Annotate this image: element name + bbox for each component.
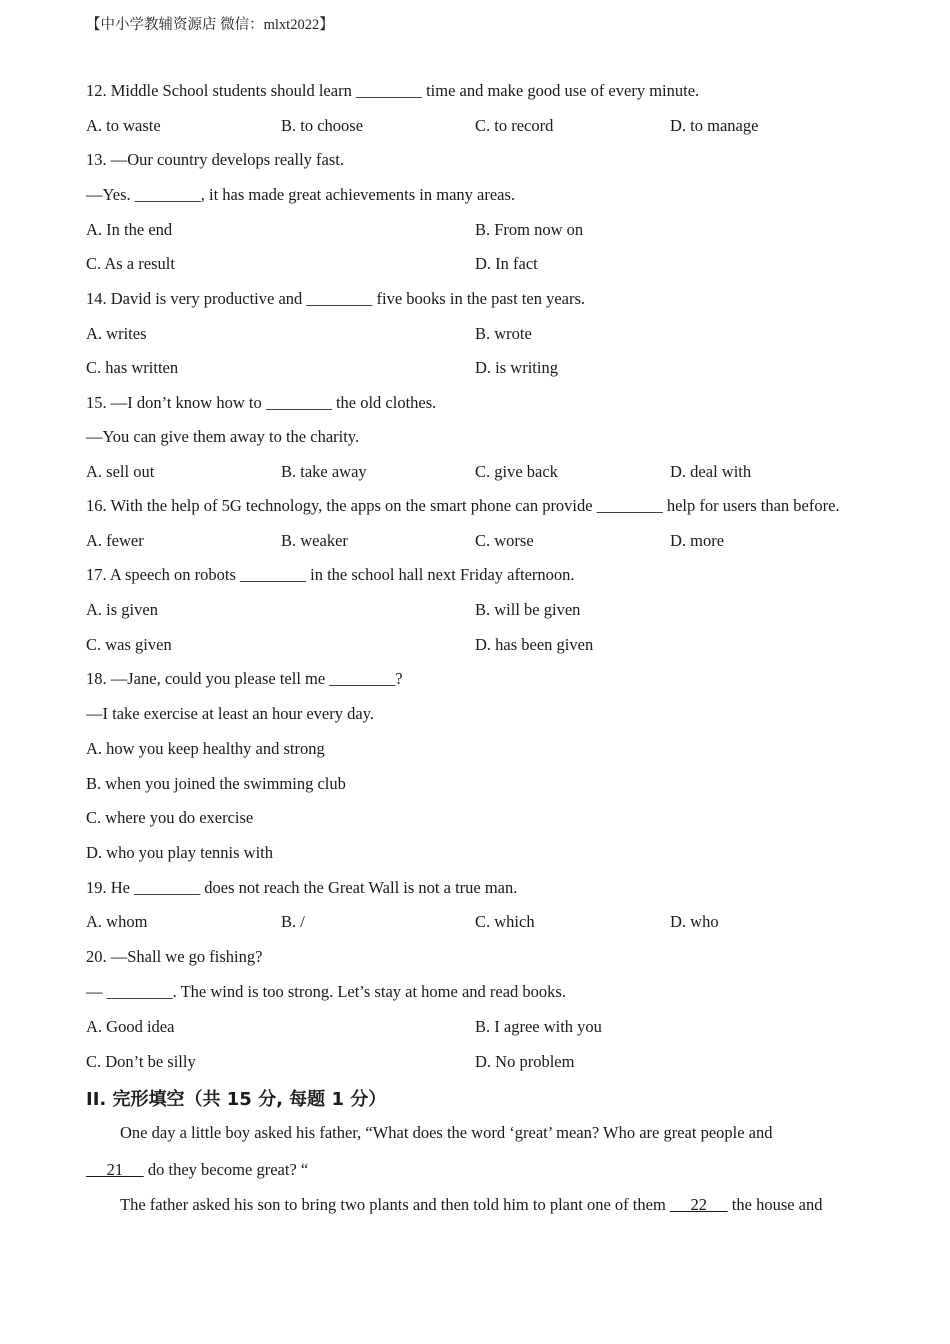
q20-option-a: A. Good idea (86, 1017, 175, 1036)
q17-option-b: B. will be given (475, 600, 581, 619)
question-13-stem: 13. —Our country develops really fast. (86, 150, 344, 169)
cloze-paragraph-1: One day a little boy asked his father, “What does the word ‘great’ mean? Who are great people and (120, 1123, 773, 1142)
q13-option-a: A. In the end (86, 220, 173, 239)
q19-option-d: D. who (670, 912, 719, 931)
q12-option-a: A. to waste (86, 116, 161, 135)
q16-option-d: D. more (670, 531, 725, 550)
q17-option-d: D. has been given (475, 635, 594, 654)
question-17-stem: 17. A speech on robots ________ in the school hall next Friday afternoon. (86, 565, 575, 584)
q13-option-d: D. In fact (475, 254, 538, 273)
cloze-blank-21: 21 (86, 1160, 144, 1179)
q17-option-a: A. is given (86, 600, 158, 619)
section-2-title: II. 完形填空（共 15 分, 每题 1 分） (86, 1089, 387, 1110)
q14-option-a: A. writes (86, 324, 147, 343)
q18-option-c: C. where you do exercise (86, 808, 254, 827)
q14-option-d: D. is writing (475, 358, 558, 377)
question-18-stem: 18. —Jane, could you please tell me ________? (86, 669, 403, 688)
q12-option-c: C. to record (475, 116, 554, 135)
q13-option-c: C. As a result (86, 254, 175, 273)
cloze-text: the house and (727, 1195, 823, 1214)
q19-option-b: B. / (281, 912, 305, 931)
question-18-reply: —I take exercise at least an hour every day. (86, 704, 375, 723)
cloze-blank-22: 22 (669, 1195, 728, 1214)
q16-option-a: A. fewer (86, 531, 144, 550)
q20-option-b: B. I agree with you (475, 1017, 602, 1036)
q13-option-b: B. From now on (475, 220, 584, 239)
question-16-stem: 16. With the help of 5G technology, the apps on the smart phone can provide ________ help for users than before. (86, 496, 840, 515)
q20-option-d: D. No problem (475, 1052, 575, 1071)
q19-option-c: C. which (475, 912, 535, 931)
question-12-stem: 12. Middle School students should learn ________ time and make good use of every minute. (86, 81, 700, 100)
q15-option-d: D. deal with (670, 462, 752, 481)
q12-option-d: D. to manage (670, 116, 759, 135)
question-13-reply: —Yes. ________, it has made great achievements in many areas. (86, 185, 516, 204)
header-watermark: 【中小学教辅资源店 微信：mlxt2022】 (86, 17, 334, 33)
q18-option-a: A. how you keep healthy and strong (86, 739, 325, 758)
q17-option-c: C. was given (86, 635, 172, 654)
question-15-stem: 15. —I don’t know how to ________ the old clothes. (86, 393, 437, 412)
q20-option-c: C. Don’t be silly (86, 1052, 196, 1071)
cloze-paragraph-1-cont (86, 1160, 308, 1180)
q15-option-b: B. take away (281, 462, 367, 481)
q12-option-b: B. to choose (281, 116, 364, 135)
q14-option-b: B. wrote (475, 324, 532, 343)
q15-option-c: C. give back (475, 462, 558, 481)
q19-option-a: A. whom (86, 912, 148, 931)
q16-option-b: B. weaker (281, 531, 348, 550)
cloze-text: do they become great? “ (143, 1160, 309, 1179)
cloze-text: The father asked his son to bring two plants and then told him to plant one of them (120, 1195, 670, 1214)
q18-option-d: D. who you play tennis with (86, 843, 273, 862)
question-20-reply: — ________. The wind is too strong. Let’s stay at home and read books. (86, 982, 566, 1001)
q15-option-a: A. sell out (86, 462, 155, 481)
question-15-reply: —You can give them away to the charity. (86, 427, 360, 446)
q14-option-c: C. has written (86, 358, 179, 377)
q18-option-b: B. when you joined the swimming club (86, 774, 346, 793)
question-19-stem: 19. He ________ does not reach the Great Wall is not a true man. (86, 878, 518, 897)
question-20-stem: 20. —Shall we go fishing? (86, 947, 263, 966)
q16-option-c: C. worse (475, 531, 534, 550)
question-14-stem: 14. David is very productive and ________ five books in the past ten years. (86, 289, 586, 308)
cloze-paragraph-2 (120, 1195, 823, 1215)
